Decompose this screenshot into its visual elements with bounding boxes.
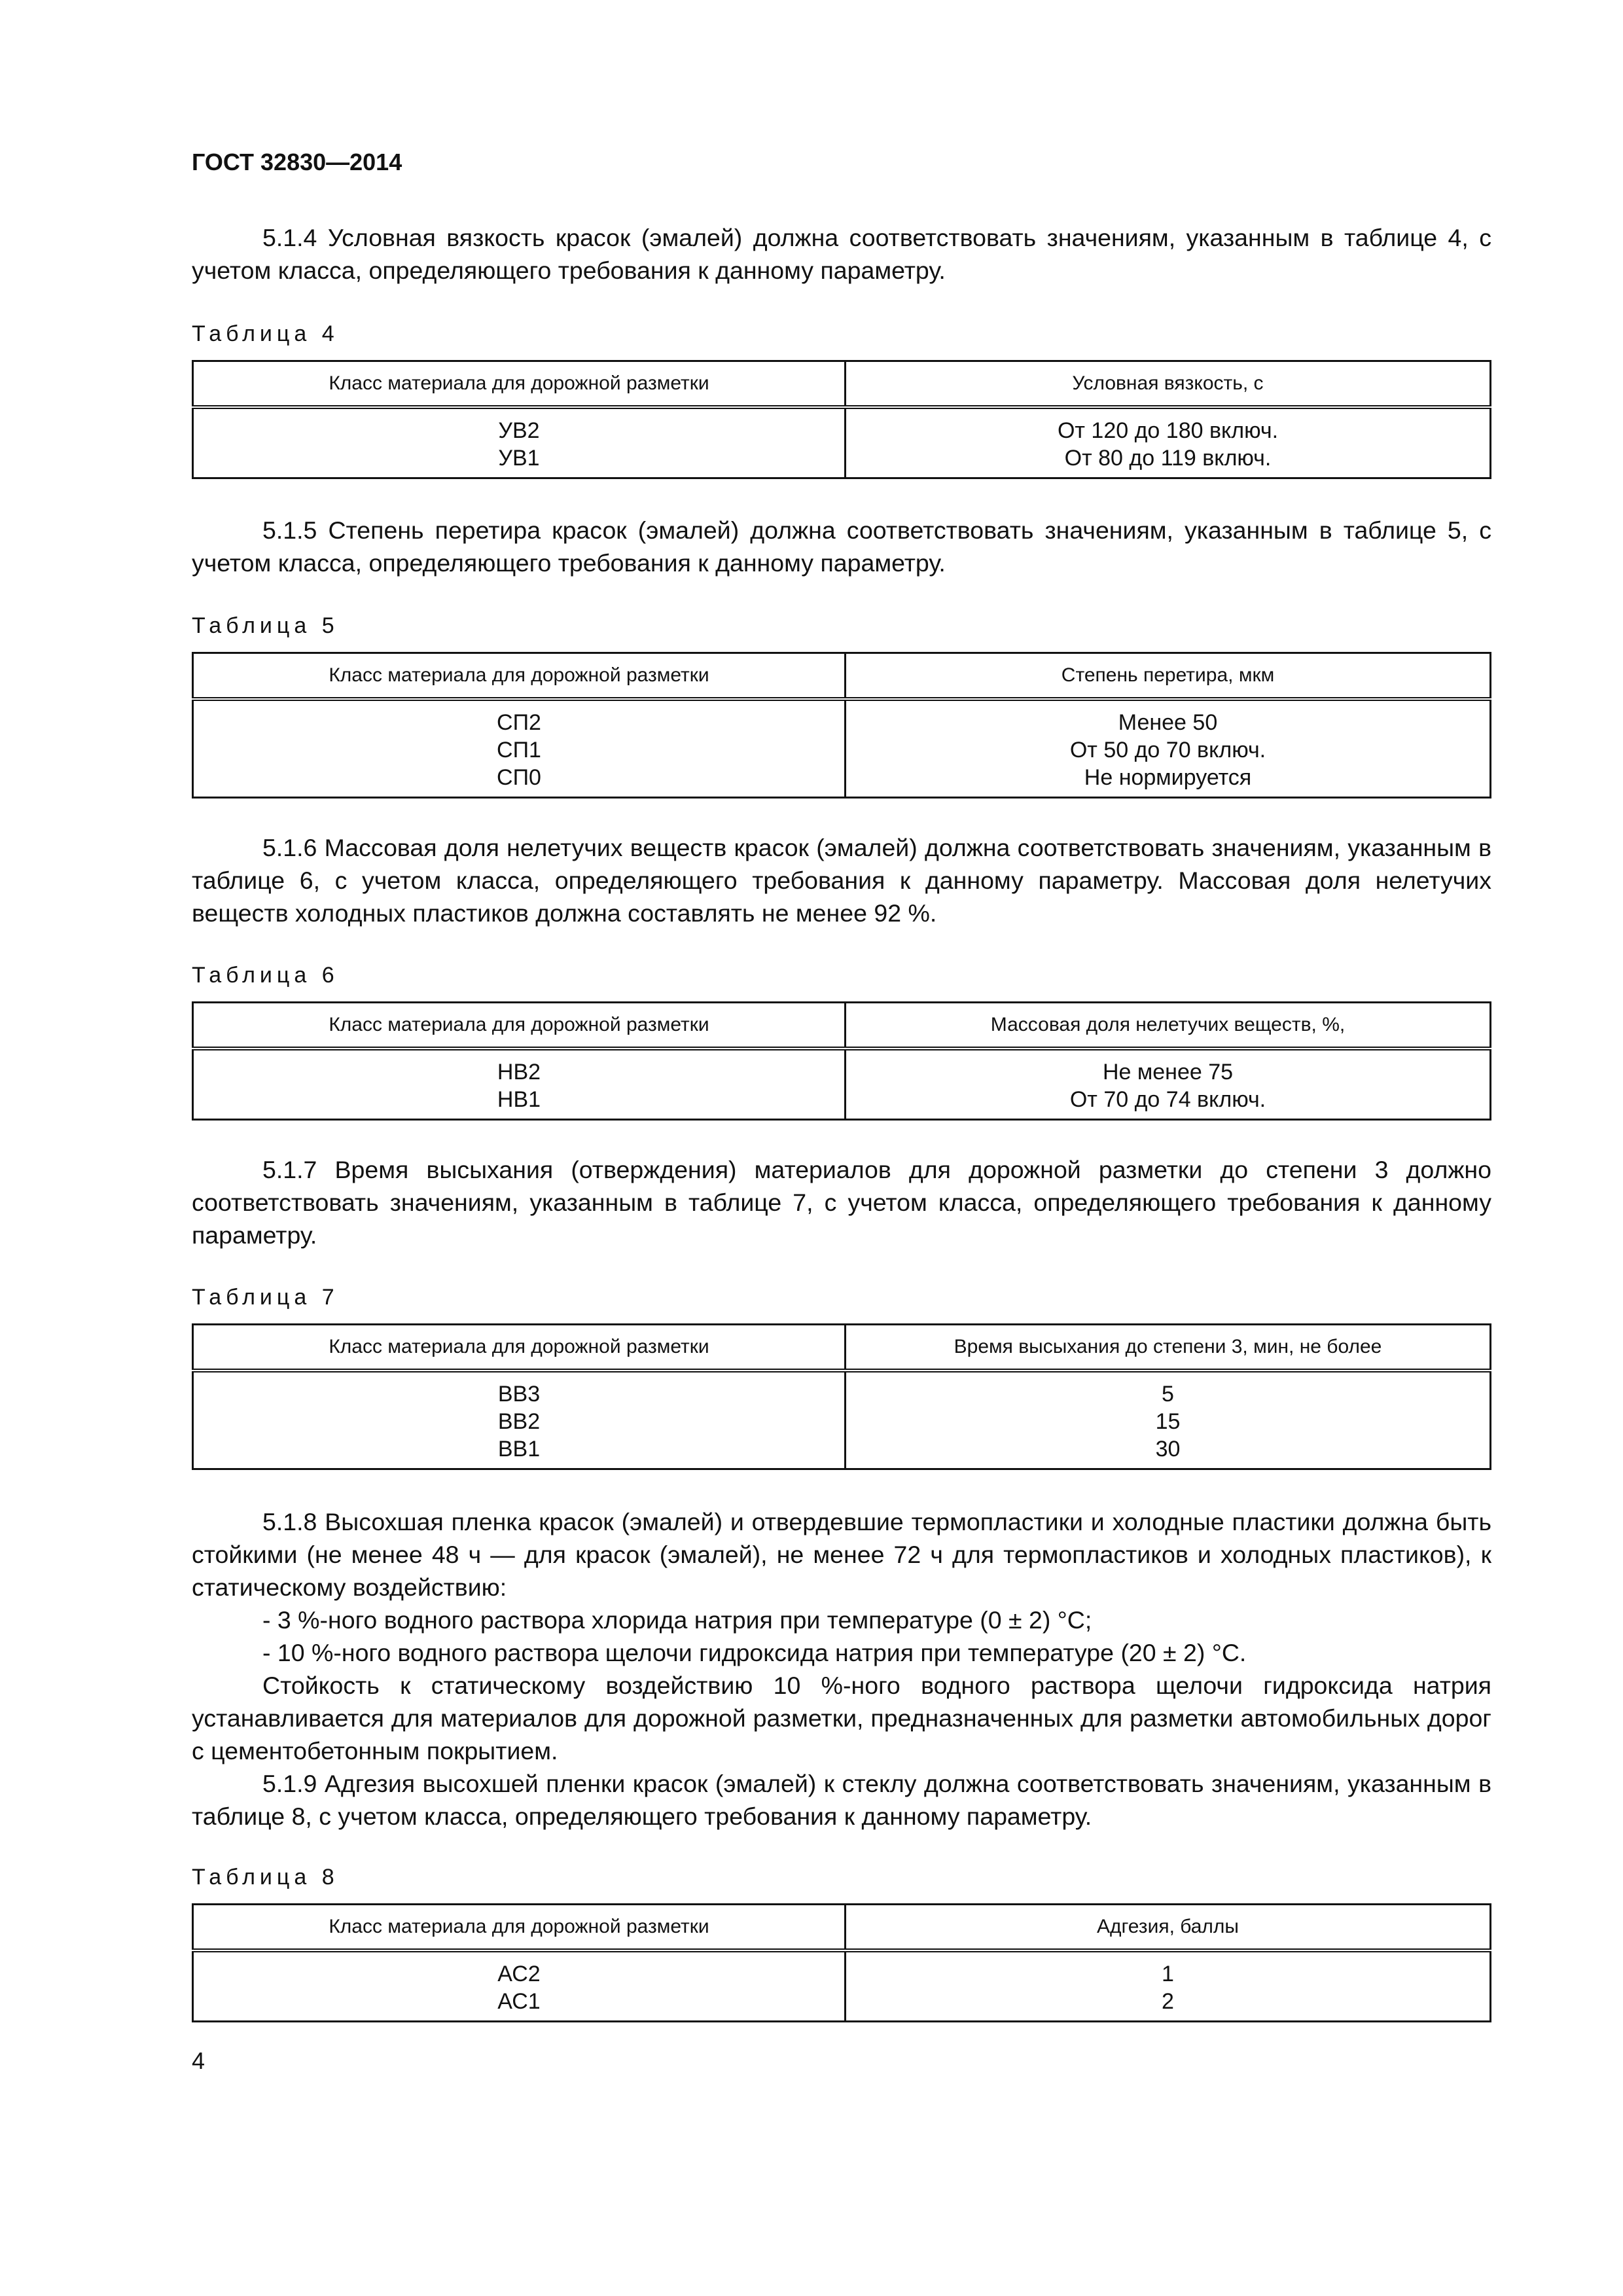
paragraph: 5.1.8 Высохшая пленка красок (эмалей) и отвердевшие термопластики и холодные пластики должна быть стойкими (не менее 48 ч — для красок (эмалей), не менее 72 ч для термопластиков и холодных пластиков), к статическому воздействию: bbox=[192, 1508, 1491, 1601]
paragraph: Стойкость к статическому воздействию 10 %-ного водного раствора щелочи гидроксида натрия устанавливается для материалов для дорожной разметки, предназначенных для разметки автомобильных дорог с цементобетонным покрытием. bbox=[192, 1672, 1491, 1765]
table-row: УВ2 bbox=[498, 418, 540, 443]
table-row: СП0 bbox=[497, 765, 541, 790]
table-7 bbox=[192, 1323, 1491, 1470]
section-5-1-4 bbox=[192, 221, 1491, 287]
section-5-1-9: 5.1.9 Адгезия высохшей пленки красок (эмалей) к стеклу должна соответствовать значениям, указанным в таблице 8, с учетом класса, определяющего требования к данному параметру. bbox=[192, 1770, 1491, 1830]
table-row: АС2 bbox=[497, 1962, 541, 1986]
table-4-header-class: Класс материала для дорожной разметки bbox=[193, 361, 846, 408]
table-row: 15 bbox=[1155, 1409, 1181, 1434]
table-8-caption: Таблица 8 bbox=[192, 1865, 339, 1890]
table-7-class-cell bbox=[193, 1371, 846, 1469]
table-row: 2 bbox=[1162, 1989, 1174, 2014]
table-row: От 50 до 70 включ. bbox=[1069, 738, 1266, 762]
table-7-header-class: Класс материала для дорожной разметки bbox=[193, 1325, 846, 1371]
table-row: Менее 50 bbox=[1118, 710, 1218, 735]
table-row: От 80 до 119 включ. bbox=[1064, 446, 1272, 471]
table-5-class-cell bbox=[193, 699, 846, 798]
table-row: УВ1 bbox=[498, 446, 540, 471]
table-8-value-cell bbox=[846, 1950, 1491, 2022]
table-row: НВ2 bbox=[497, 1060, 541, 1085]
table-row: От 120 до 180 включ. bbox=[1057, 418, 1279, 443]
table-7-caption: Таблица 7 bbox=[192, 1285, 339, 1310]
table-7-header-value: Время высыхания до степени 3, мин, не более bbox=[846, 1325, 1491, 1371]
document-header: ГОСТ 32830—2014 bbox=[192, 149, 402, 175]
paragraph: 5.1.6 Массовая доля нелетучих веществ красок (эмалей) должна соответствовать значениям, указанным в таблице 6, с учетом класса, определяющего требования к данному параметру. Массовая доля нелетучих веществ холодных пластиков должна составлять не менее 92 %. bbox=[192, 834, 1491, 927]
paragraph: 5.1.4 Условная вязкость красок (эмалей) должна соответствовать значениям, указанным в таблице 4, с учетом класса, определяющего требования к данному параметру. bbox=[192, 224, 1491, 284]
table-row: СП2 bbox=[497, 710, 541, 735]
table-5 bbox=[192, 652, 1491, 798]
table-8-class-cell bbox=[193, 1950, 846, 2022]
table-4-header-value: Условная вязкость, с bbox=[846, 361, 1491, 408]
section-5-1-5 bbox=[192, 514, 1491, 579]
table-6-value-cell bbox=[846, 1049, 1491, 1120]
section-5-1-8 bbox=[192, 1505, 1491, 1833]
table-5-header-class: Класс материала для дорожной разметки bbox=[193, 653, 846, 700]
table-row: Не менее 75 bbox=[1102, 1060, 1234, 1085]
table-7-value-cell bbox=[846, 1371, 1491, 1469]
section-5-1-6 bbox=[192, 831, 1491, 929]
table-8 bbox=[192, 1903, 1491, 2022]
table-6-class-cell bbox=[193, 1049, 846, 1120]
table-row: От 70 до 74 включ. bbox=[1069, 1087, 1266, 1112]
list-item: - 10 %-ного водного раствора щелочи гидроксида натрия при температуре (20 ± 2) °С. bbox=[262, 1639, 1247, 1666]
table-row: 30 bbox=[1155, 1437, 1181, 1462]
table-8-header-value: Адгезия, баллы bbox=[846, 1905, 1491, 1951]
table-5-caption: Таблица 5 bbox=[192, 613, 339, 638]
table-6-header-class: Класс материала для дорожной разметки bbox=[193, 1003, 846, 1049]
table-4-caption: Таблица 4 bbox=[192, 321, 339, 346]
table-row: Не нормируется bbox=[1084, 765, 1252, 790]
table-row: АС1 bbox=[497, 1989, 541, 2014]
table-row: ВВ1 bbox=[497, 1437, 541, 1462]
table-6-header-value: Массовая доля нелетучих веществ, %, bbox=[846, 1003, 1491, 1049]
table-row: СП1 bbox=[497, 738, 541, 762]
table-5-header-value: Степень перетира, мкм bbox=[846, 653, 1491, 700]
paragraph: 5.1.7 Время высыхания (отверждения) материалов для дорожной разметки до степени 3 должно соответствовать значениям, указанным в таблице 7, с учетом класса, определяющего требования к данному параметру. bbox=[192, 1156, 1491, 1249]
section-5-1-7 bbox=[192, 1153, 1491, 1251]
table-6 bbox=[192, 1001, 1491, 1121]
table-4-class-cell bbox=[193, 407, 846, 478]
table-4 bbox=[192, 360, 1491, 479]
page-number: 4 bbox=[192, 2047, 205, 2074]
table-8-header-class: Класс материала для дорожной разметки bbox=[193, 1905, 846, 1951]
table-6-caption: Таблица 6 bbox=[192, 963, 339, 988]
table-5-value-cell bbox=[846, 699, 1491, 798]
paragraph: 5.1.5 Степень перетира красок (эмалей) должна соответствовать значениям, указанным в таблице 5, с учетом класса, определяющего требования к данному параметру. bbox=[192, 516, 1491, 577]
table-row: ВВ3 bbox=[497, 1382, 541, 1407]
table-row: 1 bbox=[1162, 1962, 1174, 1986]
table-row: НВ1 bbox=[497, 1087, 541, 1112]
table-row: ВВ2 bbox=[497, 1409, 541, 1434]
list-item: - 3 %-ного водного раствора хлорида натрия при температуре (0 ± 2) °С; bbox=[262, 1606, 1092, 1634]
table-4-value-cell bbox=[846, 407, 1491, 478]
table-row: 5 bbox=[1162, 1382, 1174, 1407]
